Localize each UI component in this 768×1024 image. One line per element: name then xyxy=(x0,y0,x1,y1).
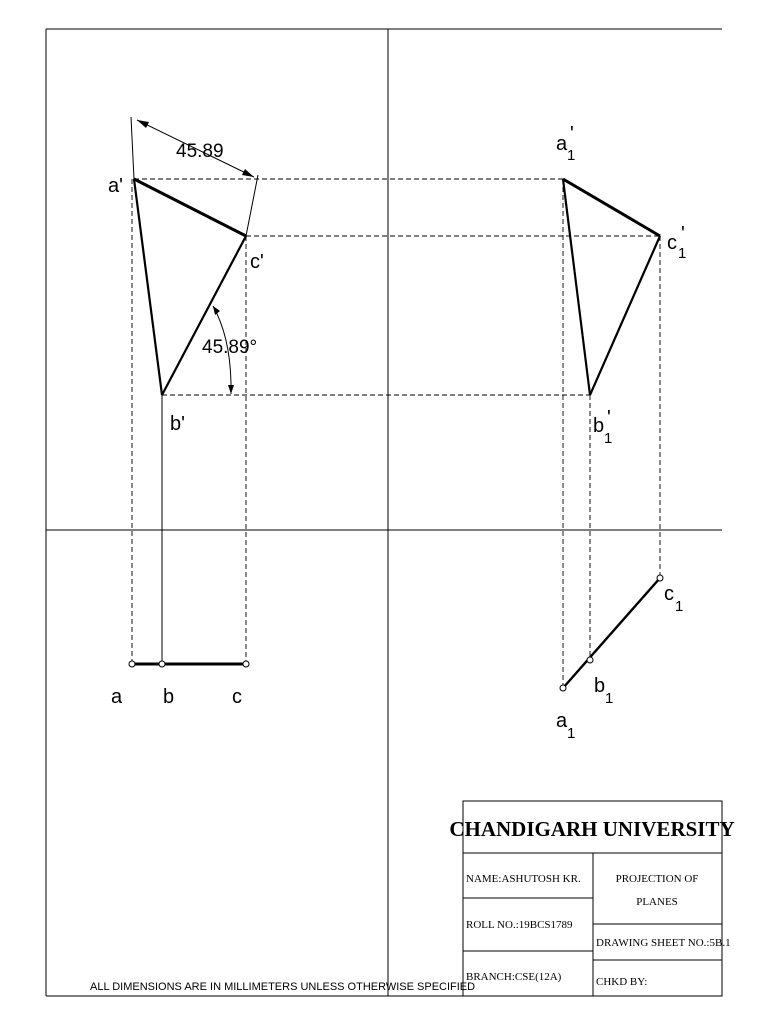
final-top-view xyxy=(560,575,663,691)
length-dimension xyxy=(131,117,258,236)
drawing-title-line2: PLANES xyxy=(636,896,678,908)
label-a: a xyxy=(111,686,123,708)
initial-front-view xyxy=(134,179,246,395)
label-b1-prime-tick: ' xyxy=(607,407,611,429)
label-a1-prime-base: a xyxy=(556,133,568,155)
student-name: NAME:ASHUTOSH KR. xyxy=(466,873,581,885)
edge-b-prime-c-prime xyxy=(162,236,246,395)
point-a xyxy=(129,661,135,667)
label-b1 xyxy=(594,675,613,707)
edge-a1-prime-b1-prime xyxy=(563,179,590,395)
angle-arrow-bottom xyxy=(228,385,234,394)
projector-lines xyxy=(132,179,660,688)
edge-a1-c1-plan xyxy=(563,578,660,688)
edge-a-prime-c-prime xyxy=(134,179,246,236)
checked-by: CHKD BY: xyxy=(596,976,648,988)
extension-line-c xyxy=(246,175,258,236)
label-a1-prime xyxy=(556,123,575,164)
label-c1-base: c xyxy=(664,583,674,605)
label-a1-prime-tick: ' xyxy=(570,123,574,145)
edge-b1-prime-c1-prime xyxy=(590,236,660,395)
arrowhead-left xyxy=(137,120,149,128)
label-c1-prime-tick: ' xyxy=(681,223,685,245)
label-a1 xyxy=(556,710,575,742)
extension-line-a xyxy=(131,117,134,179)
label-b: b xyxy=(163,686,175,708)
title-block xyxy=(449,801,734,996)
length-value: 45.89 xyxy=(176,141,224,162)
label-b1-base: b xyxy=(594,675,606,697)
label-b1-sub: 1 xyxy=(605,690,614,707)
label-b1-prime xyxy=(593,407,612,447)
university-name: CHANDIGARH UNIVERSITY xyxy=(449,817,735,841)
label-b-prime: b' xyxy=(170,413,185,435)
drawing-title-line1: PROJECTION OF xyxy=(615,873,699,885)
label-c1-prime-base: c xyxy=(667,232,677,254)
final-front-view xyxy=(563,179,660,395)
label-c1-sub: 1 xyxy=(675,598,684,615)
label-c1 xyxy=(664,583,683,615)
dimensions-note: ALL DIMENSIONS ARE IN MILLIMETERS UNLESS OTHERWISE SPECIFIED xyxy=(90,981,476,993)
branch: BRANCH:CSE(12A) xyxy=(466,971,562,983)
sheet-number: DRAWING SHEET NO.:5B.1 xyxy=(596,937,731,949)
label-a1-sub: 1 xyxy=(567,725,576,742)
arrowhead-right xyxy=(242,169,254,177)
angle-dimension xyxy=(202,306,257,394)
label-a1-prime-sub: 1 xyxy=(567,147,576,164)
point-b1 xyxy=(587,657,593,663)
edge-a-prime-b-prime xyxy=(134,179,162,395)
point-c1 xyxy=(657,575,663,581)
point-a1 xyxy=(560,685,566,691)
label-b1-prime-sub: 1 xyxy=(604,430,613,447)
label-b1-prime-base: b xyxy=(593,415,605,437)
angle-arrow-top xyxy=(213,306,220,315)
initial-top-view xyxy=(111,661,249,708)
roll-number: ROLL NO.:19BCS1789 xyxy=(466,919,573,931)
label-c1-prime-sub: 1 xyxy=(678,245,687,262)
label-a1-base: a xyxy=(556,710,568,732)
point-b xyxy=(159,661,165,667)
sheet-frame xyxy=(46,29,722,996)
angle-value: 45.89° xyxy=(202,337,258,358)
label-c-prime: c' xyxy=(250,251,264,273)
label-c1-prime xyxy=(667,223,686,262)
label-c: c xyxy=(232,686,242,708)
edge-a1-prime-c1-prime xyxy=(563,179,660,236)
point-c xyxy=(243,661,249,667)
label-a-prime: a' xyxy=(108,175,123,197)
